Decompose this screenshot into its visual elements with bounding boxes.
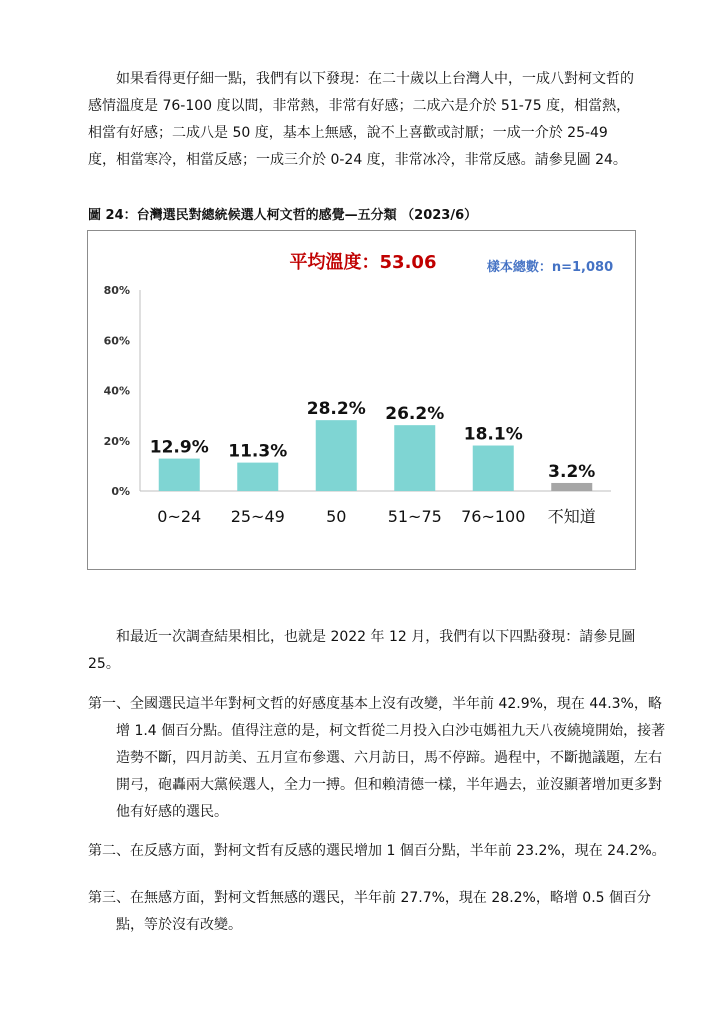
x-category-label: 76~100 bbox=[461, 507, 526, 526]
bar-value-label: 3.2% bbox=[548, 461, 596, 482]
chart-frame bbox=[87, 230, 636, 570]
x-category-label: 不知道 bbox=[547, 507, 596, 526]
bar-value-label: 12.9% bbox=[149, 437, 209, 458]
y-tick-label: 40% bbox=[103, 384, 130, 398]
bar bbox=[237, 463, 278, 491]
figure-caption: 圖 24：台灣選民對總統候選人柯文哲的感覺—五分類 （2023/6） bbox=[88, 208, 478, 223]
bar-value-label: 26.2% bbox=[385, 404, 445, 425]
y-tick-label: 0% bbox=[111, 485, 130, 498]
x-category-label: 50 bbox=[326, 507, 347, 526]
average-temperature-label: 平均溫度：53.06 bbox=[289, 252, 437, 273]
bar-value-label: 18.1% bbox=[463, 424, 523, 445]
paragraph-comparison: 和最近一次調查結果相比，也就是 2022 年 12 月，我們有以下四點發現：請參見圖 25。 bbox=[88, 629, 636, 672]
y-tick-label: 20% bbox=[103, 434, 130, 448]
x-category-label: 25~49 bbox=[230, 507, 285, 526]
y-tick-label: 60% bbox=[103, 334, 130, 348]
bar-value-label: 28.2% bbox=[306, 399, 366, 420]
bar bbox=[159, 459, 200, 491]
sample-size-label: 樣本總數：n=1,080 bbox=[486, 260, 614, 275]
bar-value-label: 11.3% bbox=[228, 441, 288, 462]
paragraph-point-1: 第一、全國選民這半年對柯文哲的好感度基本上沒有改變，半年前 42.9%，現在 44.3%，略增 1.4 個百分點。值得注意的是，柯文哲從二月投入白沙屯媽祖九天八夜繞境開始，接著造勢不斷，四月訪美、五月宣布參選、六月訪日，馬不停蹄。過程中，不斷拋議題，左右開弓，砲轟兩大黨候選人，全力一搏。但和賴清德一樣，半年過去，並沒顯著增加更多對他有好感的選民。 bbox=[88, 696, 666, 820]
bar bbox=[551, 483, 592, 491]
paragraph-intro: 如果看得更仔細一點，我們有以下發現：在二十歲以上台灣人中，一成八對柯文哲的感情溫度是 76-100 度以間，非常熱，非常有好感；二成六是介於 51-75 度，相當熱，相當有好感；二成八是 50 度，基本上無感，說不上喜歡或討厭；一成一介於 25-49 度，相當寒冷，相當反感；一成三介於 0-24 度，非常冰冷，非常反感。請參見圖 24。 bbox=[88, 71, 634, 168]
x-category-label: 51~75 bbox=[387, 507, 442, 526]
bar bbox=[316, 420, 357, 491]
y-tick-label: 80% bbox=[103, 284, 130, 297]
x-category-label: 0~24 bbox=[157, 507, 202, 526]
bar bbox=[394, 425, 435, 491]
bar-chart bbox=[88, 231, 635, 569]
paragraph-point-3: 第三、在無感方面，對柯文哲無感的選民，半年前 27.7%，現在 28.2%，略增 0.5 個百分點，等於沒有改變。 bbox=[88, 890, 652, 933]
paragraph-point-2: 第二、在反感方面，對柯文哲有反感的選民增加 1 個百分點，半年前 23.2%，現在 24.2%。 bbox=[88, 843, 666, 859]
bar bbox=[473, 446, 514, 491]
